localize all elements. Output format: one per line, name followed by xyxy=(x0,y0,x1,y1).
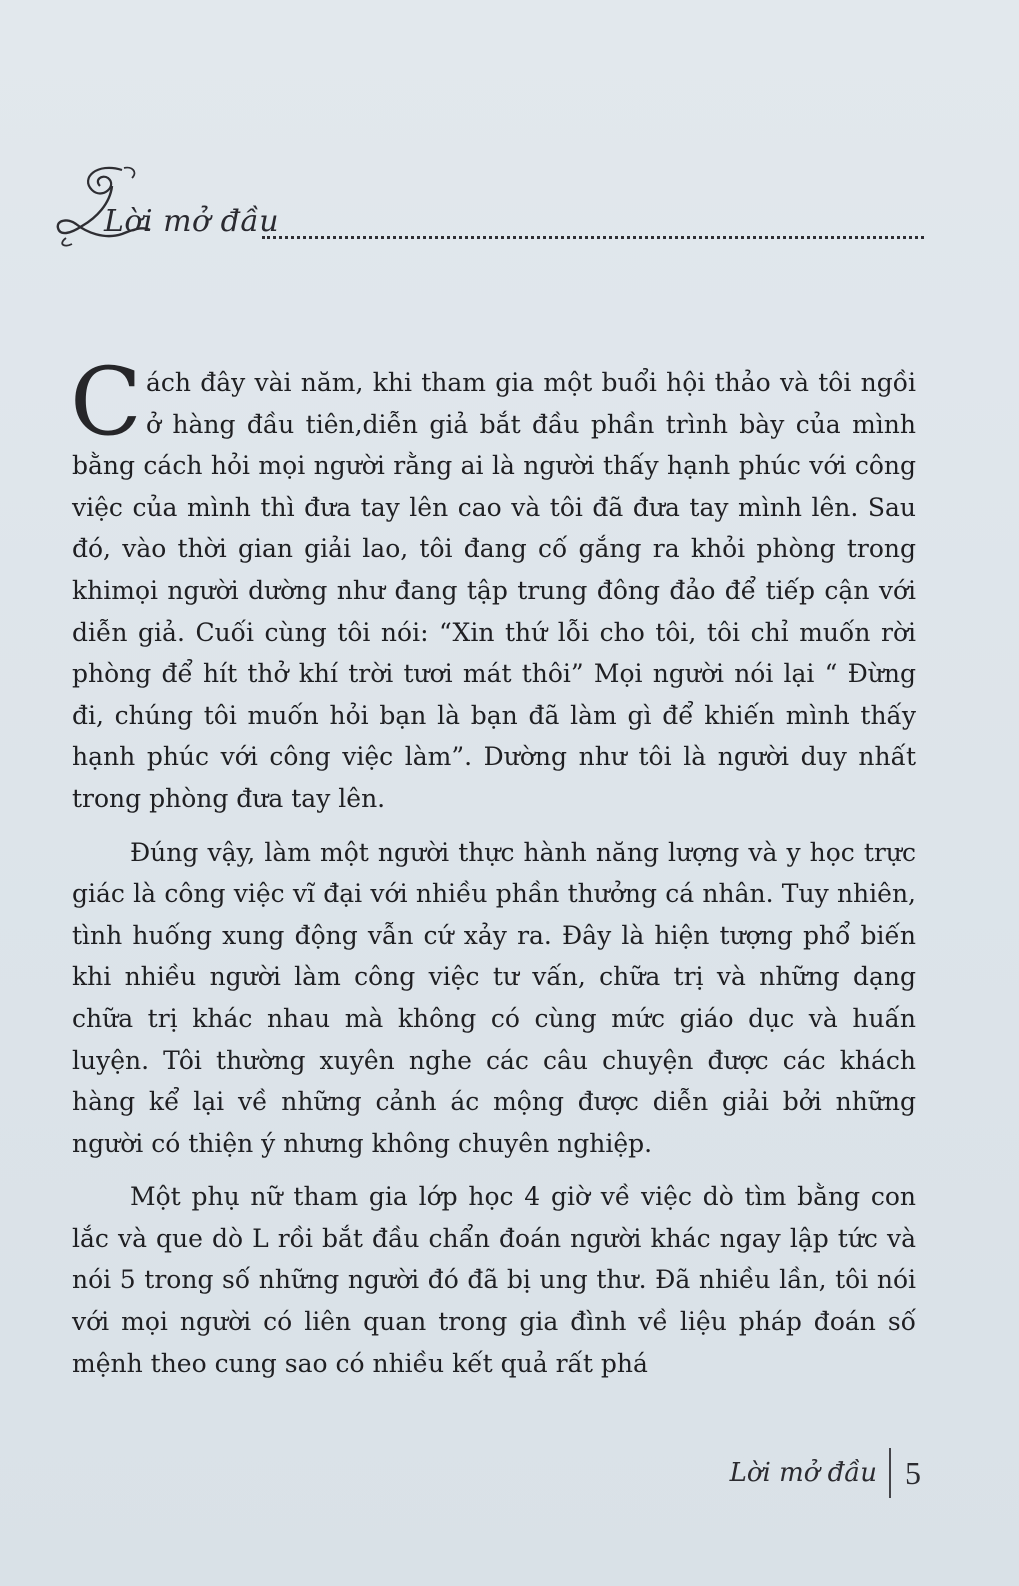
dotted-rule xyxy=(262,236,924,239)
footer-divider xyxy=(889,1448,891,1498)
running-title: Lời mở đầu xyxy=(729,1458,877,1488)
page-number: 5 xyxy=(905,1454,921,1491)
page-footer xyxy=(730,1445,921,1501)
drop-cap: C xyxy=(70,348,142,457)
body-text xyxy=(70,348,916,1396)
chapter-title: Lời mở đầu xyxy=(104,204,280,239)
paragraph-text: ách đây vài năm, khi tham gia một buổi hội thảo và tôi ngồi ở hàng đầu tiên,diễn giả bắt đầu phần trình bày của mình bằng cách hỏi mọi người rằng ai là người thấy hạnh phúc với công việc của mình thì đưa tay lên cao và tôi đã đưa tay mình lên. Sau đó, vào thời gian giải lao, tôi đang cố gắng ra khỏi phòng trong khimọi người dường như đang tập trung đông đảo để tiếp cận với diễn giả. Cuối cùng tôi nói: “Xin thứ lỗi cho tôi, tôi chỉ muốn rời phòng để hít thở khí trời tươi mát thôi” Mọi người nói lại “ Đừng đi, chúng tôi muốn hỏi bạn là bạn đã làm gì để khiến mình thấy hạnh phúc với công việc làm”. Dường như tôi là người duy nhất trong phòng đưa tay lên. xyxy=(72,368,916,813)
paragraph: Một phụ nữ tham gia lớp học 4 giờ về việc dò tìm bằng con lắc và que dò L rồi bắt đầu chẩn đoán người khác ngay lập tức và nói 5 trong số những người đó đã bị ung thư. Đã nhiều lần, tôi nói với mọi người có liên quan trong gia đình về liệu pháp đoán số mệnh theo cung sao có nhiều kết quả rất phá xyxy=(72,1182,916,1378)
paragraph: Đúng vậy, làm một người thực hành năng lượng và y học trực giác là công việc vĩ đại với nhiều phần thưởng cá nhân. Tuy nhiên, tình huống xung động vẫn cứ xảy ra. Đây là hiện tượng phổ biến khi nhiều người làm công việc tư vấn, chữa trị và những dạng chữa trị khác nhau mà không có cùng mức giáo dục và huấn luyện. Tôi thường xuyên nghe các câu chuyện được các khách hàng kể lại về những cảnh ác mộng được diễn giải bởi những người có thiện ý nhưng không chuyên nghiệp. xyxy=(72,837,916,1158)
paragraph xyxy=(70,348,916,820)
chapter-header xyxy=(52,160,924,250)
